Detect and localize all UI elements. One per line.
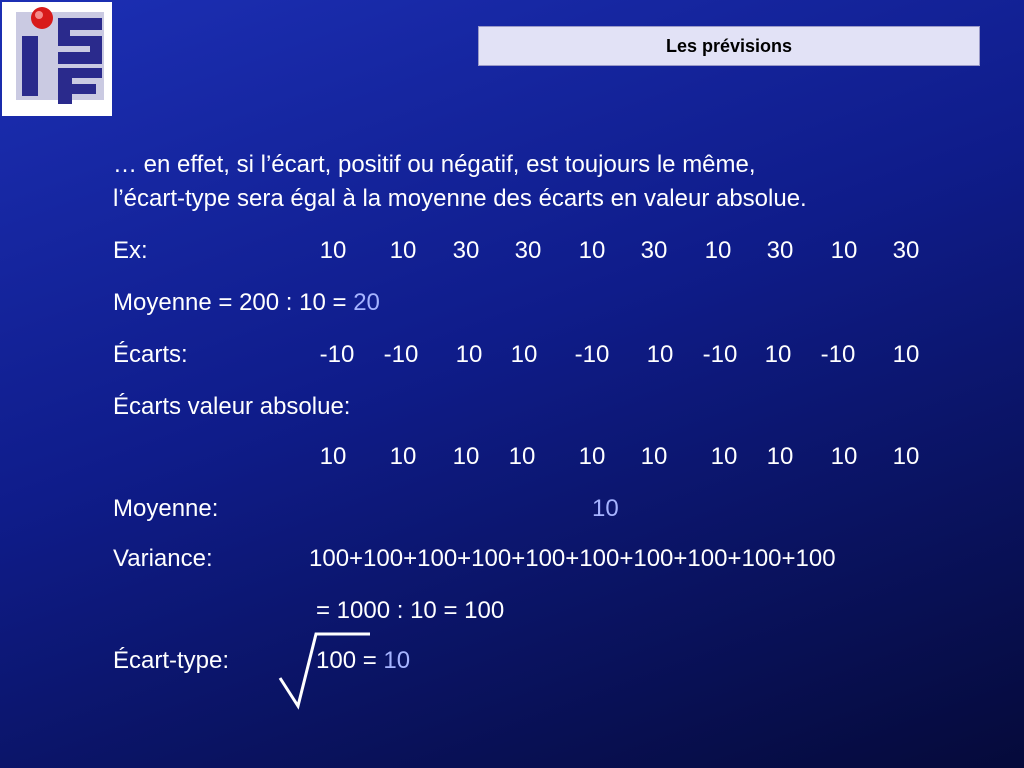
isif-logo-icon bbox=[2, 2, 112, 116]
ecart-value: 10 bbox=[455, 341, 483, 368]
ex-value: 10 bbox=[578, 237, 606, 264]
ex-value: 30 bbox=[514, 237, 542, 264]
ecart-value: -10 bbox=[702, 341, 738, 368]
ex-value: 10 bbox=[319, 237, 347, 264]
ecart-type-label: Écart-type: bbox=[113, 647, 230, 674]
ecart-abs-value: 10 bbox=[640, 443, 668, 470]
ex-values-row bbox=[0, 237, 1024, 265]
moyenne-result: 20 bbox=[353, 289, 380, 316]
ecart-abs-value: 10 bbox=[578, 443, 606, 470]
ecart-abs-value: 10 bbox=[452, 443, 480, 470]
ecart-value: 10 bbox=[892, 341, 920, 368]
ex-value: 30 bbox=[452, 237, 480, 264]
ecart-type-result: 10 bbox=[383, 647, 411, 674]
moyenne-label: Moyenne: bbox=[113, 495, 219, 522]
ecart-type-computation bbox=[316, 647, 410, 675]
ecart-abs-value: 10 bbox=[710, 443, 738, 470]
ecarts-abs-values-row bbox=[0, 443, 1024, 471]
ecart-value: -10 bbox=[820, 341, 856, 368]
ex-value: 10 bbox=[389, 237, 417, 264]
intro-line-2: l’écart-type sera égal à la moyenne des écarts en valeur absolue. bbox=[113, 185, 807, 212]
ecart-abs-value: 10 bbox=[389, 443, 417, 470]
ecart-value: -10 bbox=[574, 341, 610, 368]
variance-label: Variance: bbox=[113, 545, 213, 572]
ecarts-abs-label: Écarts valeur absolue: bbox=[113, 393, 351, 420]
intro-line-1: … en effet, si l’écart, positif ou négatif, est toujours le même, bbox=[113, 151, 756, 178]
ecart-abs-value: 10 bbox=[508, 443, 536, 470]
ecarts-label: Écarts: bbox=[113, 341, 188, 368]
ex-label: Ex: bbox=[113, 237, 148, 264]
ex-value: 30 bbox=[766, 237, 794, 264]
ex-value: 10 bbox=[704, 237, 732, 264]
slide-title: Les prévisions bbox=[665, 35, 793, 56]
moyenne-computation bbox=[113, 289, 380, 317]
variance-result: = 1000 : 10 = 100 bbox=[316, 597, 505, 624]
ecart-value: 10 bbox=[764, 341, 792, 368]
ex-value: 30 bbox=[892, 237, 920, 264]
ecart-value: 10 bbox=[646, 341, 674, 368]
ecart-value: 10 bbox=[510, 341, 538, 368]
ecart-value: -10 bbox=[383, 341, 419, 368]
ecart-abs-value: 10 bbox=[766, 443, 794, 470]
ex-value: 30 bbox=[640, 237, 668, 264]
slide-title-box bbox=[478, 26, 980, 66]
ecart-abs-value: 10 bbox=[319, 443, 347, 470]
ecart-value: -10 bbox=[319, 341, 355, 368]
ecart-abs-value: 10 bbox=[892, 443, 920, 470]
moyenne-computation-text: Moyenne = 200 : 10 = bbox=[113, 289, 354, 316]
ecart-abs-value: 10 bbox=[830, 443, 858, 470]
ex-value: 10 bbox=[830, 237, 858, 264]
ecarts-values-row bbox=[0, 341, 1024, 369]
isif-logo bbox=[2, 2, 112, 116]
variance-sum: 100+100+100+100+100+100+100+100+100+100 bbox=[309, 545, 836, 572]
ecart-type-radicand: 100 = bbox=[316, 647, 384, 674]
moyenne-value: 10 bbox=[592, 495, 619, 522]
